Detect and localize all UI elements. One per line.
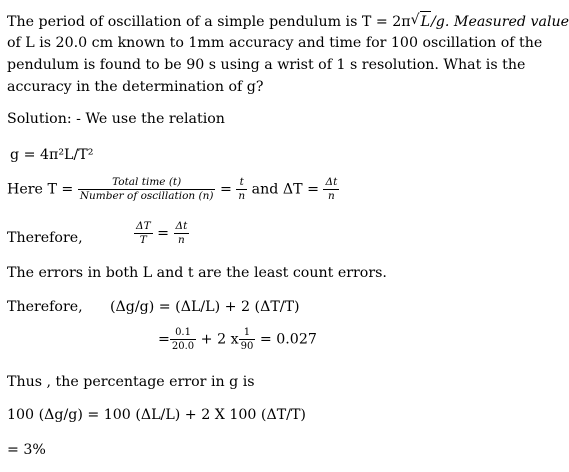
fraction-1-over-90: $\frac{1}{90}$ <box>240 327 254 352</box>
solution-intro: Solution: - We use the relation <box>7 111 225 127</box>
problem-line-3: pendulum is found to be 90 s using a wrist of 1 s resolution. What is the <box>7 57 526 73</box>
fraction-dT-over-T: $\frac{\Delta T}{T}$ <box>136 220 151 246</box>
error-equation: (Δg/g) = (ΔL/L) + 2 (ΔT/T) <box>110 299 300 315</box>
fraction-0-1-over-20: $\frac{0.1}{20.0}$ <box>171 327 195 352</box>
fraction-t-over-n: $\frac{t}{n}$ <box>238 176 246 202</box>
therefore-label-1: Therefore, <box>7 230 83 246</box>
final-result: = 3% <box>7 442 46 458</box>
thus-statement: Thus , the percentage error in g is <box>7 374 255 390</box>
percent-error-equation: 100 (Δg/g) = 100 (ΔL/L) + 2 X 100 (ΔT/T) <box>7 407 306 423</box>
problem-line-2: of L is 20.0 cm known to 1mm accuracy and time for 100 oscillation of the <box>7 35 543 51</box>
ratio-equation: $\frac{\Delta T}{T}$ = $\frac{\Delta t}{n}$ <box>136 220 188 246</box>
fraction-total-time: $\frac{\text{Total time (t)}}{\text{Number of oscillation (n)}}$ <box>79 176 214 202</box>
problem-text: /g. Measured value <box>431 14 569 30</box>
problem-text: The period of oscillation of a simple pendulum is T = 2π <box>7 14 411 30</box>
period-definition: Here T = $\frac{\text{Total time (t)}}{\text{Number of oscillation (n)}}$ = $\frac{t}{n}$ and ΔT = $\frac{\Delta t}{n}$ <box>7 176 338 202</box>
therefore-label-2: Therefore, <box>7 299 83 315</box>
fraction-dt-over-n-2: $\frac{\Delta t}{n}$ <box>175 220 188 246</box>
relation-equation: g = 4π²L/T² <box>10 147 94 163</box>
errors-statement: The errors in both L and t are the least count errors. <box>7 265 387 281</box>
fraction-dt-over-n: $\frac{\Delta t}{n}$ <box>325 176 338 202</box>
problem-line-1 <box>7 11 569 32</box>
numeric-calculation: = $\frac{0.1}{20.0}$ + 2 x $\frac{1}{90}$ = 0.027 <box>158 327 317 352</box>
problem-line-4: accuracy in the determination of g? <box>7 79 264 95</box>
sqrt-expression: √ L <box>410 12 431 30</box>
